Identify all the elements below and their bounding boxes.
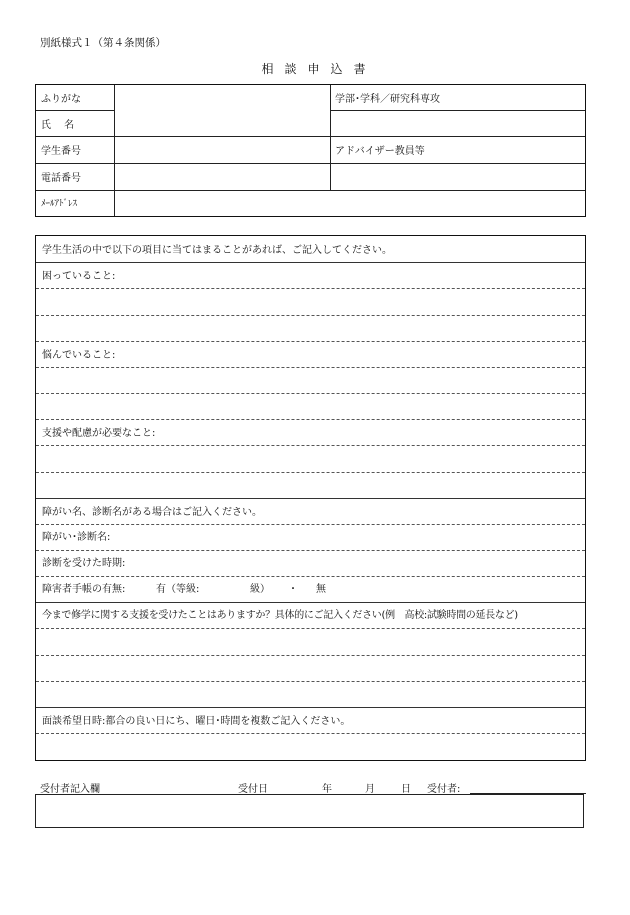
table-divider	[36, 110, 114, 111]
past-support-question: 今まで修学に関する支援を受けたことはありますか？具体的にご記入ください(例 高校:試験時間の延長など)	[42, 610, 518, 621]
name-label: 氏 名	[41, 120, 75, 131]
handbook-label: 障害者手帳の有無:	[42, 584, 126, 595]
writing-line	[36, 550, 585, 551]
table-divider	[36, 136, 585, 137]
row-divider	[36, 262, 585, 263]
phone-field[interactable]	[116, 165, 329, 189]
student-id-label: 学生番号	[41, 146, 81, 157]
troubles-label: 困っていること:	[42, 271, 116, 282]
furigana-label: ふりがな	[41, 94, 81, 105]
day-label: 日	[401, 784, 411, 795]
reception-notes-box[interactable]	[35, 794, 584, 828]
year-label: 年	[322, 784, 332, 795]
consultation-details-box	[35, 235, 586, 761]
writing-line	[36, 367, 585, 368]
writing-line	[36, 419, 585, 420]
reception-label: 受付者記入欄	[40, 784, 100, 795]
advisor-field[interactable]	[332, 164, 585, 189]
table-divider	[114, 85, 115, 216]
page-title: 相談申込書	[261, 62, 377, 76]
writing-line	[36, 315, 585, 316]
diagnosis-intro-text: 障がい名、診断名がある場合はご記入ください。	[42, 507, 262, 518]
table-divider	[36, 190, 585, 191]
student-id-field[interactable]	[116, 138, 329, 162]
writing-line	[36, 288, 585, 289]
handbook-no-option[interactable]: 無	[316, 584, 326, 595]
diagnosis-time-label: 診断を受けた時期:	[42, 558, 126, 569]
writing-line	[36, 445, 585, 446]
writing-line	[36, 393, 585, 394]
support-needed-label: 支援や配慮が必要なこと:	[42, 428, 156, 439]
row-divider	[36, 498, 585, 499]
form-number: 別紙様式１（第４条関係）	[40, 37, 166, 49]
writing-line	[36, 524, 585, 525]
writing-line	[36, 655, 585, 656]
row-divider	[36, 602, 585, 603]
writing-line	[36, 472, 585, 473]
writing-line	[36, 576, 585, 577]
writing-line	[36, 733, 585, 734]
interview-request-label: 面談希望日時:都合の良い日にち、曜日･時間を複数ご記入ください。	[42, 716, 351, 727]
receipt-date-label: 受付日	[238, 784, 268, 795]
diagnosis-name-label: 障がい･診断名:	[42, 532, 111, 543]
row-divider	[36, 707, 585, 708]
receiver-label: 受付者:	[427, 784, 461, 795]
month-label: 月	[365, 784, 375, 795]
writing-line	[36, 341, 585, 342]
department-field[interactable]	[332, 112, 585, 135]
email-field[interactable]	[116, 192, 584, 216]
department-label: 学部･学科／研究科専攻	[335, 94, 440, 105]
worries-label: 悩んでいること:	[42, 350, 116, 361]
handbook-separator: ・	[288, 584, 298, 595]
email-label: ﾒｰﾙｱﾄﾞﾚｽ	[41, 199, 78, 209]
phone-label: 電話番号	[41, 173, 81, 184]
writing-line	[36, 628, 585, 629]
table-divider	[330, 110, 585, 111]
advisor-label: アドバイザー教員等	[335, 146, 425, 157]
writing-line	[36, 681, 585, 682]
handbook-yes-option[interactable]: 有（等級:	[156, 584, 200, 595]
handbook-grade-text: 級）	[250, 584, 270, 595]
intro-text: 学生生活の中で以下の項目に当てはまることがあれば、ご記入してください。	[42, 245, 392, 256]
applicant-info-table	[35, 84, 586, 217]
table-divider	[330, 85, 331, 190]
furigana-name-field[interactable]	[116, 85, 329, 135]
